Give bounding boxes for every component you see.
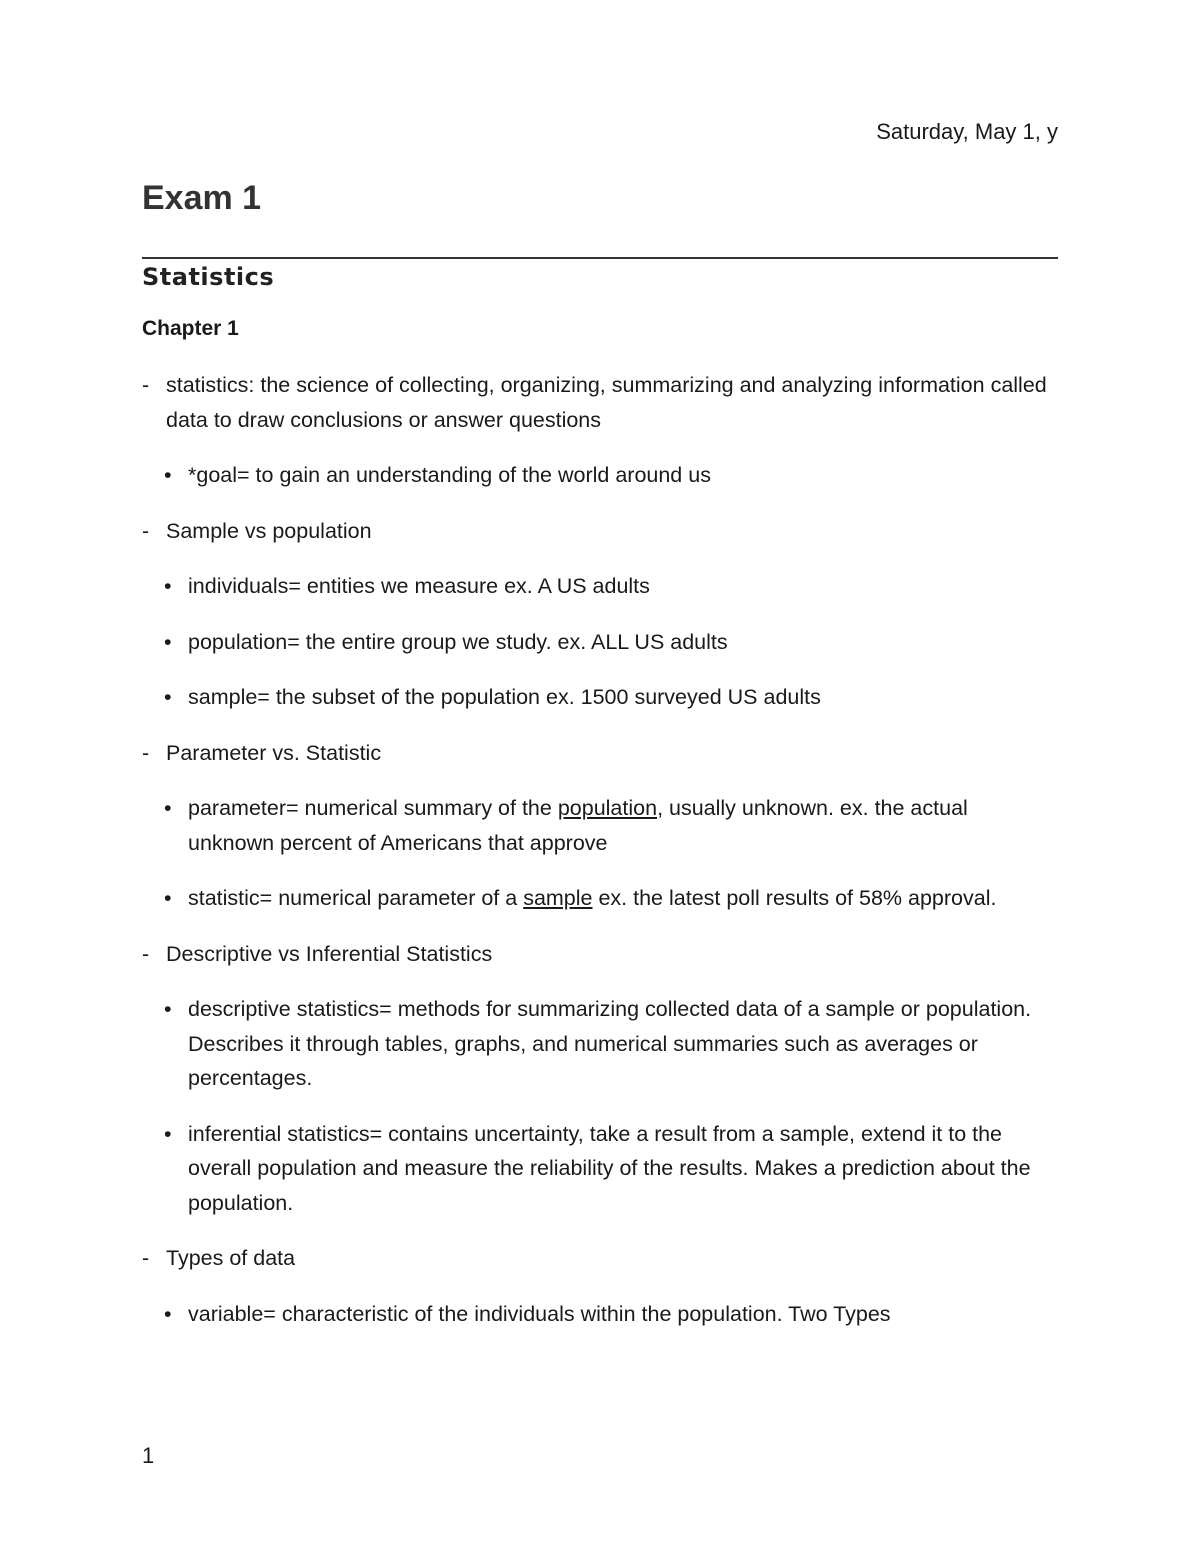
item-text: Parameter vs. Statistic	[166, 740, 382, 765]
bullet-marker: •	[164, 796, 172, 820]
list-item	[142, 736, 1058, 771]
item-text: variable= characteristic of the individuals within the population. Two Types	[188, 1301, 891, 1326]
item-text: sample= the subset of the population ex. 1500 surveyed US adults	[188, 685, 821, 709]
sub-list-item	[142, 791, 1058, 860]
sub-list-item	[142, 881, 1058, 916]
bullet-marker: •	[164, 886, 172, 910]
dash-marker: -	[142, 740, 150, 765]
item-text: *goal= to gain an understanding of the world around us	[188, 463, 711, 487]
header-date: Saturday, May 1, y	[876, 119, 1058, 144]
item-text-end: , usually unknown. ex. the actual unknown percent of Americans that approve	[188, 796, 968, 855]
bullet-marker: •	[164, 1121, 172, 1146]
list-item	[142, 937, 1058, 972]
bullet-marker: •	[164, 463, 172, 487]
bullet-marker: •	[164, 685, 172, 709]
item-text: descriptive statistics= methods for summarizing collected data of a sample or population. Describes it through tables, graphs, and numerical summaries such as averages or percentages.	[188, 997, 1032, 1090]
sub-list-item	[142, 1117, 1058, 1221]
title-divider	[142, 257, 1058, 259]
chapter-heading: Chapter 1	[142, 317, 239, 340]
item-text	[188, 796, 968, 855]
sub-list-item	[142, 569, 1058, 604]
bullet-marker: •	[164, 629, 172, 654]
sub-list-item	[142, 680, 1058, 715]
item-text-start: parameter= numerical summary of the	[188, 796, 558, 820]
dash-marker: -	[142, 1246, 150, 1270]
page-title: Exam 1	[142, 179, 262, 217]
item-text: statistics: the science of collecting, organizing, summarizing and analyzing information called data to draw conclusions or answer questions	[166, 373, 1047, 432]
section-heading: Statistics	[142, 263, 275, 291]
sub-list-item	[142, 625, 1058, 660]
item-text: individuals= entities we measure ex. A US adults	[188, 574, 650, 598]
dash-marker: -	[142, 518, 150, 543]
sub-list-item	[142, 458, 1058, 493]
dash-marker: -	[142, 373, 150, 397]
list-item	[142, 1241, 1058, 1276]
item-text: Descriptive vs Inferential Statistics	[166, 941, 493, 966]
item-text-start: statistic= numerical parameter of a	[188, 886, 524, 910]
underlined-term: sample	[523, 886, 593, 910]
underlined-term: population	[557, 796, 658, 820]
dash-marker: -	[142, 941, 150, 966]
bullet-marker: •	[164, 1301, 172, 1326]
item-text-end: ex. the latest poll results of 58% approval.	[592, 886, 997, 910]
item-text	[188, 886, 996, 910]
sub-list-item	[142, 1297, 1058, 1332]
list-item	[142, 368, 1058, 437]
bullet-marker: •	[164, 574, 172, 598]
page-number: 1	[142, 1443, 155, 1468]
item-text: population= the entire group we study. ex. ALL US adults	[188, 629, 728, 654]
item-text: Sample vs population	[166, 518, 372, 543]
sub-list-item	[142, 992, 1058, 1096]
list-item	[142, 514, 1058, 549]
item-text: inferential statistics= contains uncertainty, take a result from a sample, extend it to the overall population and measure the reliability of the results. Makes a prediction about the population.	[188, 1121, 1031, 1215]
item-text: Types of data	[166, 1246, 296, 1270]
notes-content	[142, 368, 1058, 1352]
bullet-marker: •	[164, 997, 172, 1021]
